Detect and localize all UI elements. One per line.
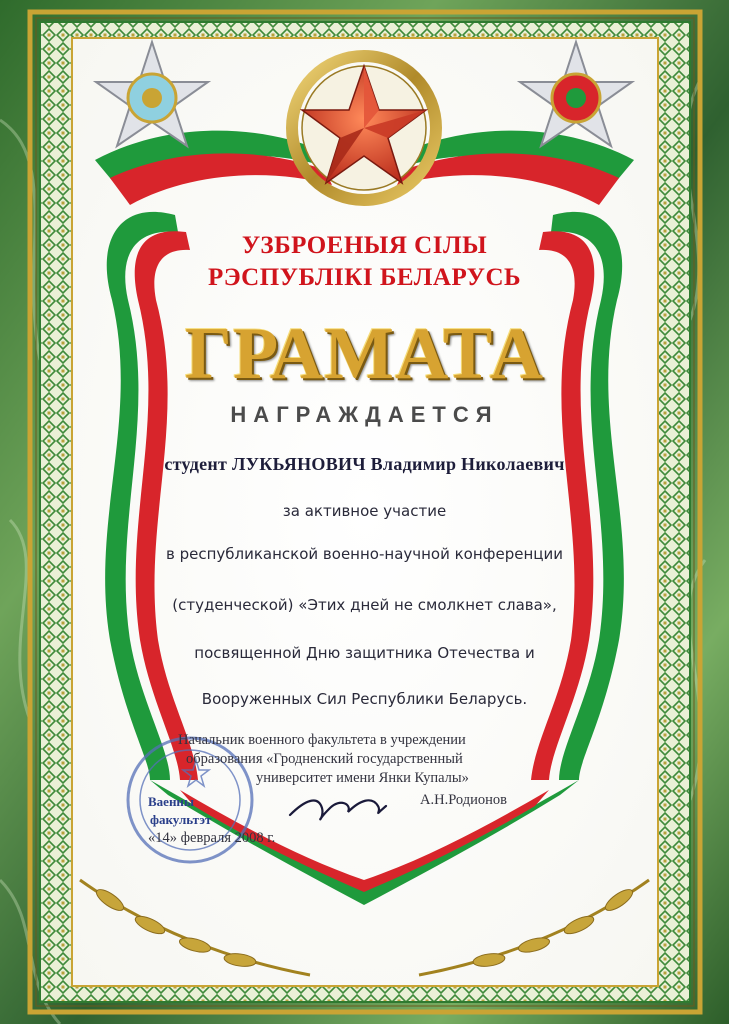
body-line-5: Вооруженных Сил Республики Беларусь. bbox=[201, 690, 528, 708]
signature-title-line-1: Начальник военного факультета в учреждении bbox=[178, 732, 466, 748]
body-line-4: посвященной Дню защитника Отечества и bbox=[194, 644, 535, 662]
body-line-2: в республиканской военно-научной конференции bbox=[166, 545, 563, 563]
signature-title-line-3: университет имени Янки Купалы» bbox=[256, 770, 469, 786]
stamp-text-line-1: Ваенны bbox=[148, 794, 195, 809]
heading-line-1: УЗБРОЕНЫЯ СІЛЫ bbox=[241, 232, 488, 259]
signer-name: А.Н.Родионов bbox=[420, 792, 507, 808]
body-line-1: за активное участие bbox=[282, 502, 447, 520]
signature-title-line-2: образования «Гродненский государственный bbox=[186, 751, 463, 767]
recipient-name: студент ЛУКЬЯНОВИЧ Владимир Николаевич bbox=[164, 454, 565, 474]
heading-line-2: РЭСПУБЛІКІ БЕЛАРУСЬ bbox=[207, 264, 522, 291]
certificate-title: ГРАМАТА bbox=[184, 313, 545, 395]
stamp-text-line-2: факультэт bbox=[150, 812, 212, 827]
awarded-label: НАГРАЖДАЕТСЯ bbox=[230, 402, 499, 427]
body-line-3: (студенческой) «Этих дней не смолкнет слава», bbox=[172, 596, 557, 614]
signature-date: «14» февраля 2008 г. bbox=[148, 830, 276, 846]
star-emblem bbox=[292, 56, 436, 200]
